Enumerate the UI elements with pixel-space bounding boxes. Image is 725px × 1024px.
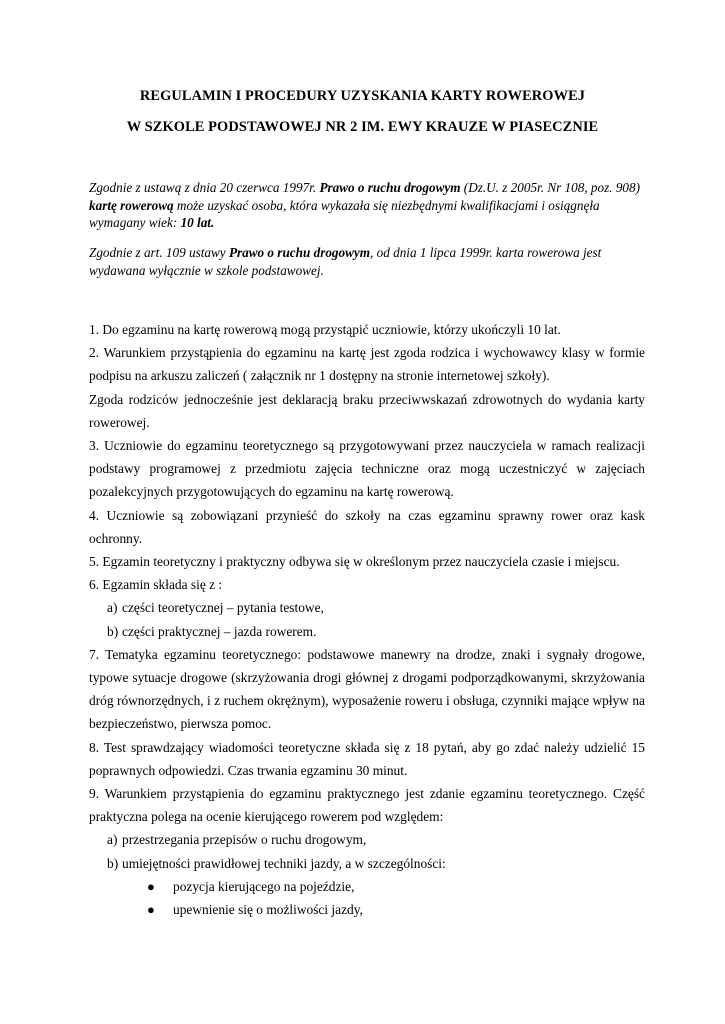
regulation-list <box>89 318 645 921</box>
list-item-4: 4. Uczniowie są zobowiązani przynieść do szkoły na czas egzaminu sprawny rower oraz kask ochronny. <box>89 507 645 546</box>
sub-item-text: części teoretycznej – pytania testowe, <box>122 600 324 616</box>
intro-p2-text: Zgodnie z art. 109 ustawy <box>89 245 229 260</box>
intro-p1-age: 10 lat. <box>180 215 215 230</box>
list-item-1: 1. Do egzaminu na kartę rowerową mogą przystąpić uczniowie, którzy ukończyli 10 lat. <box>89 322 561 337</box>
list-item-6a <box>89 596 645 619</box>
list-item-2: 2. Warunkiem przystąpienia do egzaminu na kartę jest zgoda rodzica i wychowawcy klasy w formie podpisu na arkuszu zaliczeń ( załącznik nr 1 dostępny na stronie internetowej szkoły). <box>89 345 645 384</box>
sub-item-label: b) <box>107 855 119 871</box>
sub-item-label: b) <box>107 623 119 639</box>
sub-item-text: umiejętności prawidłowej techniki jazdy, a w szczególności: <box>122 855 446 871</box>
list-item-6b <box>89 620 645 643</box>
bullet-text: pozycja kierującego na pojeździe, <box>173 878 355 894</box>
intro-p1-card: kartę rowerową <box>89 197 174 213</box>
intro-p1-citation: (Dz.U. z 2005r. Nr 108, poz. 908) <box>460 180 641 195</box>
intro-p1-text-2: może uzyskać osoba, która wykazała się niezbędnymi kwalifikacjami i osiągnęła wymagany wiek: <box>89 197 600 230</box>
intro-p2-law-name: Prawo o ruchu drogowym <box>228 245 371 260</box>
sub-item-text: przestrzegania przepisów o ruchu drogowym, <box>122 832 367 848</box>
list-item-8: 8. Test sprawdzający wiadomości teoretyczne składa się z 18 pytań, aby go zdać należy udzielić 15 poprawnych odpowiedzi. Czas trwania egzaminu 30 minut. <box>89 739 645 778</box>
bullet-item-2 <box>89 898 645 921</box>
list-item-9: 9. Warunkiem przystąpienia do egzaminu praktycznego jest zdanie egzaminu teoretycznego. Część praktyczna polega na ocenie kierującego rowerem pod względem: <box>89 786 645 825</box>
document-title-line-1: REGULAMIN I PROCEDURY UZYSKANIA KARTY ROWEROWEJ <box>139 88 586 104</box>
intro-paragraph-2 <box>89 244 645 279</box>
list-item-7: 7. Tematyka egzaminu teoretycznego: podstawowe manewry na drodze, znaki i sygnały drogowe, typowe sytuacje drogowe (skrzyżowania drogi głównej z drogami podporządkowanymi, skrzyżowania dróg równorzędnych, i z ruchem okrężnym), wyposażenie roweru i obsługa, czynniki mające wpływ na bezpieczeństwo, pierwsza pomoc. <box>89 646 645 732</box>
list-item-6: 6. Egzamin składa się z : <box>89 577 223 593</box>
intro-p2-text-2: , od dnia 1 lipca 1999r. karta rowerowa jest wydawana wyłącznie w szkole podstawowej. <box>89 245 602 278</box>
bullet-icon: ● <box>147 902 155 918</box>
list-item-9a <box>89 828 645 851</box>
bullet-icon: ● <box>147 878 155 894</box>
list-item-5: 5. Egzamin teoretyczny i praktyczny odbywa się w określonym przez nauczyciela czasie i miejscu. <box>89 554 620 570</box>
sub-item-label: a) <box>107 600 118 616</box>
sub-item-text: części praktycznej – jazda rowerem. <box>122 623 317 639</box>
sub-item-label: a) <box>107 832 118 848</box>
bullet-item-1 <box>89 875 645 898</box>
intro-p1-text: Zgodnie z ustawą z dnia 20 czerwca 1997r. <box>89 180 320 195</box>
intro-p1-law-name: Prawo o ruchu drogowym <box>319 180 461 195</box>
bullet-text: upewnienie się o możliwości jazdy, <box>173 902 363 918</box>
list-item-9b <box>89 852 645 875</box>
document-title-line-2: W SZKOLE PODSTAWOWEJ NR 2 IM. EWY KRAUZE W PIASECZNIE <box>126 119 599 135</box>
list-item-3: 3. Uczniowie do egzaminu teoretycznego są przygotowywani przez nauczyciela w ramach realizacji podstawy programowej z przedmiotu zajęcia techniczne oraz mogą uczestniczyć w zajęciach pozalekcyjnych przygotowujących do egzaminu na kartę rowerową. <box>89 438 645 500</box>
intro-paragraph-1 <box>89 179 645 232</box>
list-item-2-note: Zgoda rodziców jednocześnie jest deklaracją braku przeciwwskazań zdrowotnych do wydania karty rowerowej. <box>89 391 645 430</box>
